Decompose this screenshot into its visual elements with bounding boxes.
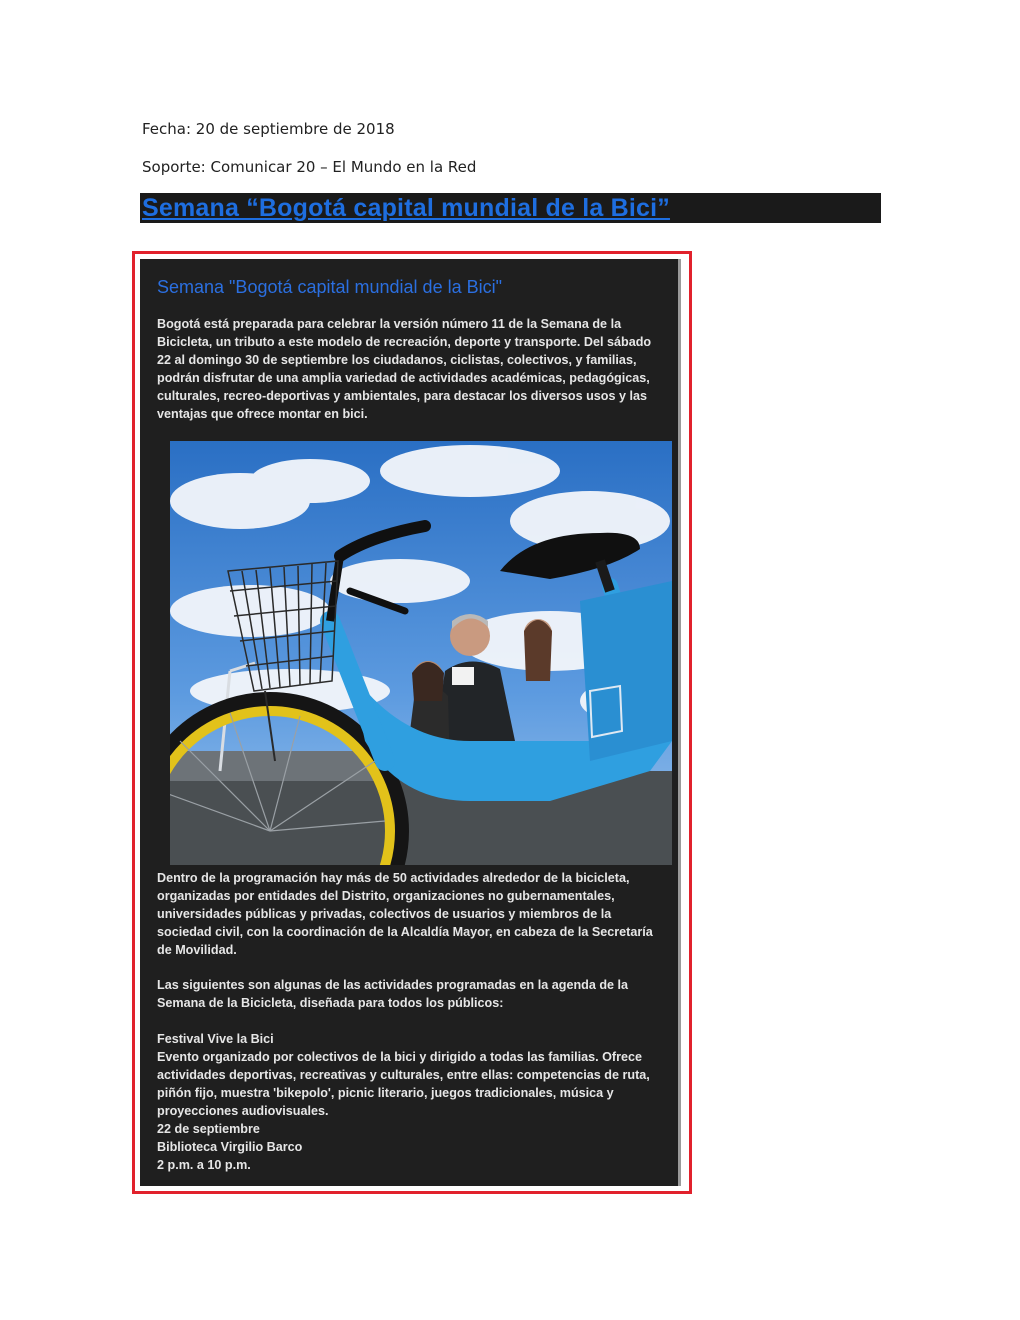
headline-bar: [140, 193, 881, 223]
activities-intro-paragraph: Las siguientes son algunas de las actividades programadas en la agenda de la Semana de la Bicicleta, diseñada para todos los públicos:: [157, 978, 629, 1010]
program-paragraph: Dentro de la programación hay más de 50 actividades alrededor de la bicicleta, organizadas por entidades del Distrito, organizaciones no gubernamentales, universidades públicas y privadas, colectivos de usuarios y miembros de la sociedad civil, con la coordinación de la Alcaldía Mayor, en cabeza de la Secretaría de Movilidad.: [157, 871, 653, 957]
source-line: Soporte: Comunicar 20 – El Mundo en la Red: [142, 158, 477, 176]
article-title: Semana "Bogotá capital mundial de la Bici": [157, 277, 502, 297]
article-card: [140, 259, 681, 1186]
intro-paragraph: Bogotá está preparada para celebrar la versión número 11 de la Semana de la Bicicleta, un tributo a este modelo de recreación, deporte y transporte. Del sábado 22 al domingo 30 de septiembre los ciudadanos, ciclistas, colectivos, y familias, podrán disfrutar de una amplia variedad de actividades académicas, pedagógicas, culturales, recreo-deportivas y ambientales, para destacar los diversos usos y las ventajas que ofrece montar en bici.: [157, 317, 652, 421]
festival-date: 22 de septiembre: [157, 1122, 260, 1136]
festival-place: Biblioteca Virgilio Barco: [157, 1140, 303, 1154]
bicycle-photo: [170, 441, 672, 865]
date-line: Fecha: 20 de septiembre de 2018: [142, 120, 395, 138]
headline-link[interactable]: Semana “Bogotá capital mundial de la Bici”: [142, 194, 670, 222]
festival-title: Festival Vive la Bici: [157, 1032, 274, 1046]
festival-description: Evento organizado por colectivos de la bici y dirigido a todas las familias. Ofrece actividades deportivas, recreativas y culturales, entre ellas: competencias de ruta, piñón fijo, muestra 'bikepolo', picnic literario, juegos tradicionales, música y proyecciones audiovisuales.: [157, 1050, 650, 1118]
festival-time: 2 p.m. a 10 p.m.: [157, 1158, 251, 1172]
